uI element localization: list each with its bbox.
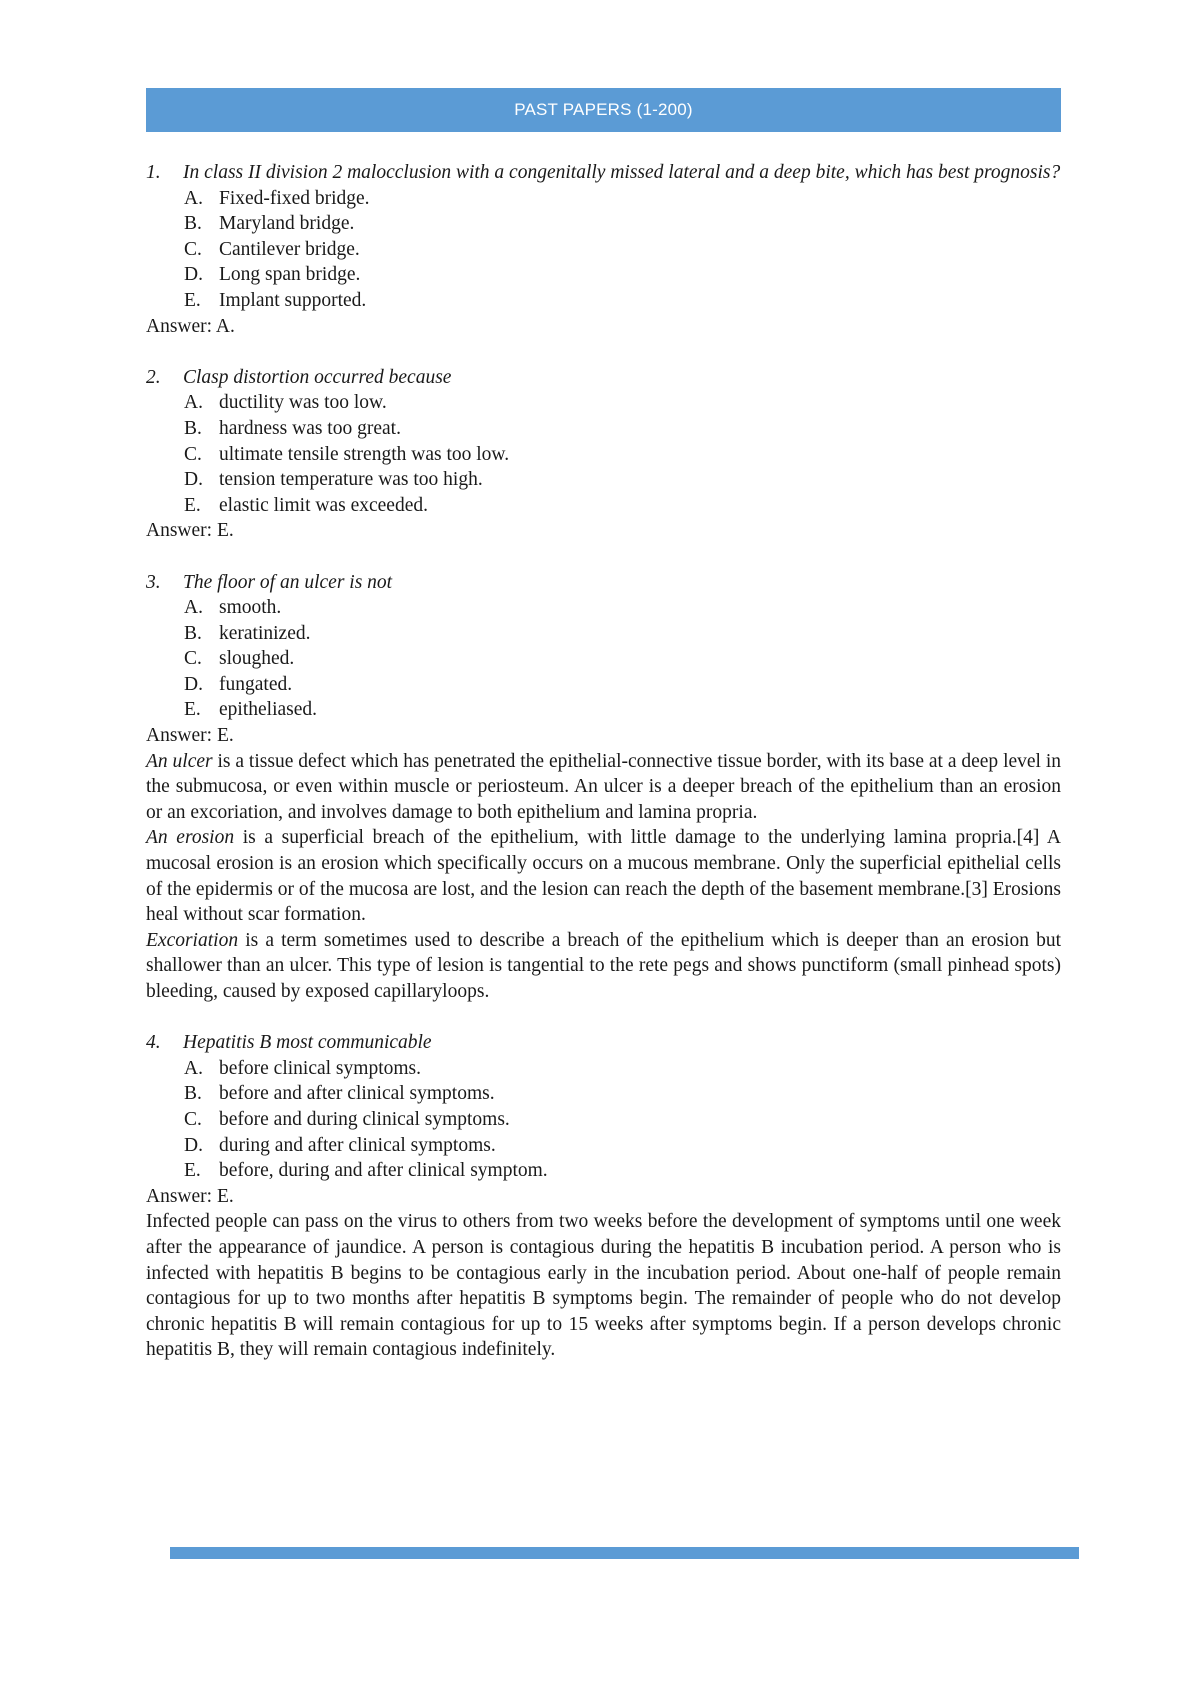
- option-item: [146, 390, 1061, 416]
- answer-line: Answer: E.: [146, 725, 234, 747]
- option-item: [146, 467, 1061, 493]
- option-letter: A.: [184, 392, 203, 414]
- option-letter: E.: [184, 494, 201, 516]
- option-letter: B.: [184, 1083, 202, 1105]
- option-item: [146, 211, 1061, 237]
- options-list: [146, 186, 1061, 314]
- question-block: [146, 1030, 1061, 1363]
- definition-ulcer: is a tissue defect which has penetrated the epithelial-connective tissue border, with its base at a deep level in the submucosa, or even within muscle or periosteum. An ulcer is a deeper breach of the epithelium than an erosion or an excoriation, and involves damage to both epithelium and lamina propria.: [146, 750, 1062, 823]
- options-list: [146, 1056, 1061, 1184]
- question-stem: The floor of an ulcer is not: [183, 571, 393, 593]
- option-text: ultimate tensile strength was too low.: [219, 443, 510, 465]
- options-list: [146, 595, 1061, 723]
- option-letter: E.: [184, 1160, 201, 1182]
- definition-excoriation: is a term sometimes used to describe a breach of the epithelium which is deeper than an erosion but shallower than an ulcer. This type of lesion is tangential to the rete pegs and shows punctiform (small pinhead spots) bleeding, caused by exposed capillaryloops.: [146, 929, 1061, 1002]
- option-item: [146, 186, 1061, 212]
- option-text: Fixed-fixed bridge.: [219, 187, 370, 209]
- option-letter: B.: [184, 622, 202, 644]
- option-item: [146, 416, 1061, 442]
- option-text: epitheliased.: [219, 699, 318, 721]
- option-text: sloughed.: [219, 648, 295, 670]
- page-title: PAST PAPERS (1-200): [514, 100, 693, 119]
- explanation-excoriation: [146, 928, 1061, 1005]
- option-text: fungated.: [219, 673, 293, 695]
- question-block: [146, 160, 1061, 339]
- question-text: [146, 570, 1061, 596]
- option-item: [146, 1056, 1061, 1082]
- header-bar: [146, 88, 1061, 132]
- option-letter: E.: [184, 289, 201, 311]
- answer-line: Answer: A.: [146, 315, 235, 337]
- option-text: Implant supported.: [219, 289, 367, 311]
- footer-bar: [170, 1547, 1079, 1559]
- option-item: [146, 262, 1061, 288]
- answer-line: Answer: E.: [146, 1185, 234, 1207]
- option-letter: A.: [184, 597, 203, 619]
- option-letter: D.: [184, 469, 203, 491]
- option-letter: C.: [184, 648, 202, 670]
- option-item: [146, 1133, 1061, 1159]
- option-item: [146, 1081, 1061, 1107]
- definition-erosion: is a superficial breach of the epithelium, with little damage to the underlying lamina propria.[4] A mucosal erosion is an erosion which specifically occurs on a mucous membrane. Only the superficial epithelial cells of the epidermis or of the mucosa are lost, and the lesion can reach the depth of the basement membrane.[3] Erosions heal without scar formation.: [146, 827, 1061, 926]
- option-letter: D.: [184, 1134, 203, 1156]
- option-item: [146, 1158, 1061, 1184]
- option-text: before clinical symptoms.: [219, 1057, 421, 1079]
- option-item: [146, 442, 1061, 468]
- question-text: [146, 365, 1061, 391]
- option-letter: A.: [184, 1057, 203, 1079]
- term-ulcer: An ulcer: [146, 750, 213, 772]
- option-letter: D.: [184, 673, 203, 695]
- option-text: during and after clinical symptoms.: [219, 1134, 496, 1156]
- question-stem: In class II division 2 malocclusion with a congenitally missed lateral and a deep bite, which has best prognosis?: [183, 162, 1061, 183]
- question-stem: Hepatitis B most communicable: [183, 1032, 432, 1054]
- explanation-ulcer: [146, 749, 1061, 826]
- option-letter: B.: [184, 213, 202, 235]
- question-text: [146, 160, 1061, 186]
- option-text: before and after clinical symptoms.: [219, 1083, 495, 1105]
- option-text: hardness was too great.: [219, 417, 401, 439]
- option-text: smooth.: [219, 597, 282, 619]
- question-block: [146, 570, 1061, 1005]
- question-stem: Clasp distortion occurred because: [183, 366, 452, 388]
- document-body: [146, 160, 1061, 1389]
- option-item: [146, 672, 1061, 698]
- question-number: 3.: [146, 571, 161, 593]
- option-text: Maryland bridge.: [219, 213, 355, 235]
- option-letter: D.: [184, 264, 203, 286]
- option-text: keratinized.: [219, 622, 311, 644]
- term-erosion: An erosion: [146, 827, 235, 849]
- option-text: ductility was too low.: [219, 392, 387, 414]
- option-text: Cantilever bridge.: [219, 238, 360, 260]
- question-number: 2.: [146, 366, 161, 388]
- option-text: Long span bridge.: [219, 264, 361, 286]
- question-number: 4.: [146, 1032, 161, 1054]
- option-letter: A.: [184, 187, 203, 209]
- option-text: tension temperature was too high.: [219, 469, 483, 491]
- option-item: [146, 288, 1061, 314]
- option-item: [146, 646, 1061, 672]
- option-letter: E.: [184, 699, 201, 721]
- option-item: [146, 595, 1061, 621]
- term-excoriation: Excoriation: [146, 929, 239, 951]
- option-text: before, during and after clinical symptom.: [219, 1160, 548, 1182]
- option-text: elastic limit was exceeded.: [219, 494, 428, 516]
- explanation-paragraph: Infected people can pass on the virus to others from two weeks before the development of symptoms until one week after the appearance of jaundice. A person is contagious during the hepatitis B incubation period. A person who is infected with hepatitis B begins to be contagious early in the incubation period. About one-half of people remain contagious for up to two months after hepatitis B symptoms begin. The remainder of people who do not develop chronic hepatitis B will remain contagious for up to 15 weeks after symptoms begin. If a person develops chronic hepatitis B, they will remain contagious indefinitely.: [146, 1211, 1061, 1361]
- answer-line: Answer: E.: [146, 520, 234, 542]
- explanation-erosion: [146, 825, 1061, 927]
- options-list: [146, 390, 1061, 518]
- option-item: [146, 493, 1061, 519]
- option-text: before and during clinical symptoms.: [219, 1108, 510, 1130]
- option-letter: B.: [184, 417, 202, 439]
- question-block: [146, 365, 1061, 544]
- question-number: 1.: [146, 162, 161, 183]
- option-letter: C.: [184, 443, 202, 465]
- question-text: [146, 1030, 1061, 1056]
- option-item: [146, 237, 1061, 263]
- option-letter: C.: [184, 1108, 202, 1130]
- option-item: [146, 697, 1061, 723]
- option-item: [146, 621, 1061, 647]
- option-item: [146, 1107, 1061, 1133]
- option-letter: C.: [184, 238, 202, 260]
